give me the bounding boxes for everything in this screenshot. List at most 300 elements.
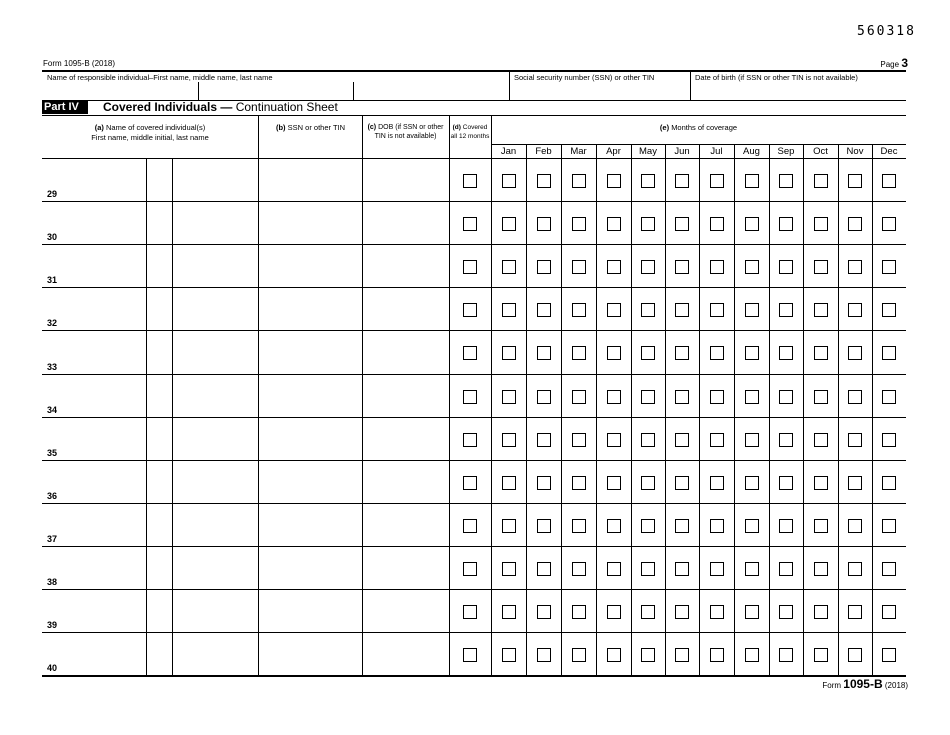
first-name-field[interactable] [43, 419, 145, 458]
month-checkbox-apr[interactable] [607, 562, 621, 576]
footer-form-label [822, 677, 908, 691]
month-checkbox-sep[interactable] [779, 217, 793, 231]
middle-initial-field[interactable] [147, 376, 171, 415]
month-header-sep: Sep [777, 146, 795, 157]
last-name-field[interactable] [173, 419, 257, 458]
month-header-jul: Jul [710, 146, 723, 157]
ssn-field[interactable] [259, 376, 361, 415]
month-checkbox-aug[interactable] [745, 476, 759, 490]
month-checkbox-apr[interactable] [607, 433, 621, 447]
month-checkbox-sep[interactable] [779, 346, 793, 360]
first-name-field[interactable] [43, 289, 145, 328]
month-header-dec: Dec [880, 146, 898, 157]
month-checkbox-jan[interactable] [502, 519, 516, 533]
last-name-field[interactable] [173, 634, 257, 673]
middle-initial-field[interactable] [147, 419, 171, 458]
month-checkbox-may[interactable] [641, 605, 655, 619]
month-checkbox-dec[interactable] [882, 476, 896, 490]
month-checkbox-jul[interactable] [710, 174, 724, 188]
column-c-line2: TIN is not available) [374, 133, 437, 140]
column-a-header [42, 123, 258, 142]
month-checkbox-jun[interactable] [675, 519, 689, 533]
covered-all-12-months-checkbox[interactable] [463, 217, 477, 231]
grid-divider [526, 145, 527, 675]
page-label [880, 56, 908, 70]
middle-initial-field[interactable] [147, 462, 171, 501]
ssn-field[interactable] [259, 160, 361, 199]
column-d-line1: Covered [462, 124, 488, 131]
responsible-last-name-field[interactable] [355, 83, 507, 99]
part-title-rest: Continuation Sheet [235, 100, 338, 114]
covered-all-12-months-checkbox[interactable] [463, 303, 477, 317]
month-checkbox-feb[interactable] [537, 174, 551, 188]
month-checkbox-dec[interactable] [882, 174, 896, 188]
ssn-field[interactable] [259, 246, 361, 285]
ssn-field[interactable] [259, 332, 361, 371]
month-checkbox-mar[interactable] [572, 562, 586, 576]
last-name-field[interactable] [173, 246, 257, 285]
covered-all-12-months-checkbox[interactable] [463, 260, 477, 274]
dob-field[interactable] [363, 376, 448, 415]
first-name-field[interactable] [43, 203, 145, 242]
month-header-feb: Feb [535, 146, 552, 157]
first-name-field[interactable] [43, 591, 145, 630]
first-name-field[interactable] [43, 462, 145, 501]
month-checkbox-jul[interactable] [710, 476, 724, 490]
month-checkbox-sep[interactable] [779, 303, 793, 317]
middle-initial-field[interactable] [147, 246, 171, 285]
month-checkbox-feb[interactable] [537, 605, 551, 619]
month-checkbox-jun[interactable] [675, 433, 689, 447]
grid-divider [449, 116, 450, 675]
last-name-field[interactable] [173, 160, 257, 199]
column-d-header [449, 123, 491, 141]
month-checkbox-mar[interactable] [572, 346, 586, 360]
month-checkbox-dec[interactable] [882, 519, 896, 533]
ssn-field[interactable] [259, 548, 361, 587]
month-checkbox-may[interactable] [641, 476, 655, 490]
month-checkbox-jan[interactable] [502, 217, 516, 231]
part-title-bold: Covered Individuals — [103, 100, 233, 114]
dob-field[interactable] [363, 246, 448, 285]
month-checkbox-dec[interactable] [882, 303, 896, 317]
month-checkbox-mar[interactable] [572, 519, 586, 533]
month-checkbox-sep[interactable] [779, 433, 793, 447]
rule [42, 115, 906, 116]
month-checkbox-mar[interactable] [572, 390, 586, 404]
last-name-field[interactable] [173, 462, 257, 501]
month-checkbox-oct[interactable] [814, 390, 828, 404]
footer-prefix: Form [822, 681, 842, 690]
month-checkbox-apr[interactable] [607, 346, 621, 360]
month-checkbox-jul[interactable] [710, 390, 724, 404]
row-rule [42, 546, 906, 547]
month-checkbox-apr[interactable] [607, 260, 621, 274]
part-title [103, 100, 338, 115]
first-name-field[interactable] [43, 246, 145, 285]
bottom-rule [42, 675, 906, 677]
dob-field[interactable] [363, 289, 448, 328]
month-checkbox-nov[interactable] [848, 174, 862, 188]
column-c-header [362, 123, 449, 141]
month-checkbox-sep[interactable] [779, 605, 793, 619]
month-checkbox-sep[interactable] [779, 648, 793, 662]
row-number: 40 [47, 663, 58, 674]
month-checkbox-aug[interactable] [745, 648, 759, 662]
dob-field[interactable] [363, 591, 448, 630]
month-checkbox-jul[interactable] [710, 303, 724, 317]
month-checkbox-oct[interactable] [814, 476, 828, 490]
month-checkbox-feb[interactable] [537, 433, 551, 447]
covered-all-12-months-checkbox[interactable] [463, 433, 477, 447]
month-checkbox-apr[interactable] [607, 605, 621, 619]
month-checkbox-aug[interactable] [745, 605, 759, 619]
responsible-ssn-label: Social security number (SSN) or other TIN [514, 73, 655, 82]
covered-all-12-months-checkbox[interactable] [463, 519, 477, 533]
dob-field[interactable] [363, 634, 448, 673]
month-checkbox-oct[interactable] [814, 605, 828, 619]
month-checkbox-aug[interactable] [745, 260, 759, 274]
dob-field[interactable] [363, 548, 448, 587]
month-checkbox-dec[interactable] [882, 648, 896, 662]
month-checkbox-aug[interactable] [745, 174, 759, 188]
month-checkbox-nov[interactable] [848, 346, 862, 360]
month-header-nov: Nov [846, 146, 864, 157]
month-checkbox-jun[interactable] [675, 562, 689, 576]
month-checkbox-dec[interactable] [882, 390, 896, 404]
first-name-field[interactable] [43, 505, 145, 544]
month-checkbox-jan[interactable] [502, 260, 516, 274]
month-checkbox-mar[interactable] [572, 174, 586, 188]
month-checkbox-jul[interactable] [710, 217, 724, 231]
month-checkbox-oct[interactable] [814, 648, 828, 662]
month-checkbox-may[interactable] [641, 519, 655, 533]
month-header-oct: Oct [813, 146, 828, 157]
month-checkbox-jun[interactable] [675, 605, 689, 619]
month-checkbox-nov[interactable] [848, 519, 862, 533]
month-checkbox-jun[interactable] [675, 217, 689, 231]
row-number: 39 [47, 620, 58, 631]
column-e-header [491, 123, 906, 133]
month-checkbox-aug[interactable] [745, 562, 759, 576]
month-checkbox-jan[interactable] [502, 433, 516, 447]
month-checkbox-nov[interactable] [848, 217, 862, 231]
month-checkbox-apr[interactable] [607, 303, 621, 317]
month-header-jan: Jan [500, 146, 517, 157]
month-checkbox-jan[interactable] [502, 476, 516, 490]
month-checkbox-mar[interactable] [572, 476, 586, 490]
month-checkbox-apr[interactable] [607, 519, 621, 533]
responsible-dob-label: Date of birth (if SSN or other TIN is not available) [695, 73, 858, 82]
month-checkbox-dec[interactable] [882, 433, 896, 447]
month-checkbox-dec[interactable] [882, 346, 896, 360]
month-checkbox-sep[interactable] [779, 174, 793, 188]
month-checkbox-may[interactable] [641, 390, 655, 404]
month-checkbox-jan[interactable] [502, 648, 516, 662]
column-c-letter: (c) [367, 124, 377, 131]
ssn-field[interactable] [259, 203, 361, 242]
month-checkbox-apr[interactable] [607, 648, 621, 662]
month-checkbox-jul[interactable] [710, 605, 724, 619]
barcode-number: 560318 [857, 24, 916, 39]
month-checkbox-feb[interactable] [537, 260, 551, 274]
month-checkbox-apr[interactable] [607, 174, 621, 188]
month-checkbox-jun[interactable] [675, 648, 689, 662]
row-rule [42, 330, 906, 331]
column-b-letter: (b) [275, 123, 286, 132]
month-checkbox-jan[interactable] [502, 303, 516, 317]
month-checkbox-oct[interactable] [814, 174, 828, 188]
first-name-field[interactable] [43, 634, 145, 673]
header-bottom-rule [42, 158, 906, 159]
grid-divider [596, 145, 597, 675]
covered-all-12-months-checkbox[interactable] [463, 476, 477, 490]
responsible-dob-field[interactable] [692, 83, 905, 99]
month-checkbox-jun[interactable] [675, 346, 689, 360]
month-checkbox-nov[interactable] [848, 476, 862, 490]
month-checkbox-jan[interactable] [502, 605, 516, 619]
divider [690, 72, 691, 100]
month-checkbox-mar[interactable] [572, 648, 586, 662]
month-checkbox-feb[interactable] [537, 476, 551, 490]
column-a-letter: (a) [94, 123, 104, 132]
month-checkbox-may[interactable] [641, 346, 655, 360]
top-rule [42, 70, 906, 72]
month-checkbox-mar[interactable] [572, 217, 586, 231]
month-header-aug: Aug [743, 146, 760, 157]
month-checkbox-feb[interactable] [537, 519, 551, 533]
page-prefix: Page [880, 60, 900, 69]
last-name-field[interactable] [173, 289, 257, 328]
month-checkbox-oct[interactable] [814, 562, 828, 576]
month-checkbox-feb[interactable] [537, 648, 551, 662]
dob-field[interactable] [363, 505, 448, 544]
covered-all-12-months-checkbox[interactable] [463, 174, 477, 188]
month-checkbox-may[interactable] [641, 303, 655, 317]
month-checkbox-jul[interactable] [710, 562, 724, 576]
footer-form-number: 1095-B [843, 677, 883, 691]
form-label: Form 1095-B (2018) [43, 59, 116, 68]
month-checkbox-feb[interactable] [537, 346, 551, 360]
covered-all-12-months-checkbox[interactable] [463, 390, 477, 404]
month-checkbox-mar[interactable] [572, 303, 586, 317]
month-checkbox-jan[interactable] [502, 346, 516, 360]
middle-initial-field[interactable] [147, 591, 171, 630]
month-checkbox-jun[interactable] [675, 476, 689, 490]
month-checkbox-feb[interactable] [537, 303, 551, 317]
dob-field[interactable] [363, 332, 448, 371]
covered-all-12-months-checkbox[interactable] [463, 648, 477, 662]
month-checkbox-sep[interactable] [779, 260, 793, 274]
ssn-field[interactable] [259, 505, 361, 544]
month-checkbox-nov[interactable] [848, 562, 862, 576]
month-checkbox-nov[interactable] [848, 260, 862, 274]
month-checkbox-aug[interactable] [745, 346, 759, 360]
row-number: 38 [47, 577, 58, 587]
first-name-field[interactable] [43, 376, 145, 415]
dob-field[interactable] [363, 419, 448, 458]
column-d-line2: all 12 months [450, 133, 490, 140]
month-checkbox-jan[interactable] [502, 562, 516, 576]
ssn-field[interactable] [259, 419, 361, 458]
month-checkbox-may[interactable] [641, 562, 655, 576]
grid-divider [491, 116, 492, 675]
middle-initial-field[interactable] [147, 289, 171, 328]
month-checkbox-jun[interactable] [675, 260, 689, 274]
month-checkbox-apr[interactable] [607, 476, 621, 490]
grid-divider [561, 145, 562, 675]
grid-divider [872, 145, 873, 675]
month-checkbox-dec[interactable] [882, 260, 896, 274]
month-checkbox-nov[interactable] [848, 390, 862, 404]
month-checkbox-mar[interactable] [572, 433, 586, 447]
grid-divider [769, 145, 770, 675]
column-b-header [259, 123, 362, 133]
row-rule [42, 417, 906, 418]
month-checkbox-aug[interactable] [745, 217, 759, 231]
part-tag: Part IV [42, 100, 88, 114]
month-checkbox-may[interactable] [641, 217, 655, 231]
row-rule [42, 460, 906, 461]
grid-divider [838, 145, 839, 675]
month-checkbox-feb[interactable] [537, 562, 551, 576]
column-a-line1: Name of covered individual(s) [106, 123, 206, 132]
month-checkbox-jul[interactable] [710, 648, 724, 662]
month-checkbox-aug[interactable] [745, 303, 759, 317]
month-checkbox-oct[interactable] [814, 217, 828, 231]
grid-divider [631, 145, 632, 675]
middle-initial-field[interactable] [147, 332, 171, 371]
column-b-text: SSN or other TIN [287, 123, 346, 132]
last-name-field[interactable] [173, 591, 257, 630]
last-name-field[interactable] [173, 548, 257, 587]
row-number: 29 [47, 189, 58, 200]
page-number: 3 [901, 56, 908, 70]
row-rule [42, 201, 906, 202]
month-checkbox-feb[interactable] [537, 390, 551, 404]
month-checkbox-jun[interactable] [675, 174, 689, 188]
grid-divider [734, 145, 735, 675]
month-checkbox-jul[interactable] [710, 260, 724, 274]
row-number: 37 [47, 533, 58, 544]
month-checkbox-dec[interactable] [882, 605, 896, 619]
covered-all-12-months-checkbox[interactable] [463, 346, 477, 360]
middle-initial-field[interactable] [147, 505, 171, 544]
month-checkbox-may[interactable] [641, 433, 655, 447]
column-a-line2: First name, middle initial, last name [91, 132, 209, 142]
first-name-field[interactable] [43, 160, 145, 199]
month-checkbox-sep[interactable] [779, 476, 793, 490]
month-checkbox-oct[interactable] [814, 303, 828, 317]
month-checkbox-jul[interactable] [710, 346, 724, 360]
dob-field[interactable] [363, 203, 448, 242]
dob-field[interactable] [363, 462, 448, 501]
month-checkbox-may[interactable] [641, 174, 655, 188]
covered-all-12-months-checkbox[interactable] [463, 605, 477, 619]
covered-all-12-months-checkbox[interactable] [463, 562, 477, 576]
divider [198, 82, 199, 100]
month-checkbox-jul[interactable] [710, 519, 724, 533]
month-checkbox-oct[interactable] [814, 260, 828, 274]
responsible-middle-name-field[interactable] [200, 83, 351, 99]
month-header-jun: Jun [674, 146, 690, 157]
responsible-name-label: Name of responsible individual–First name, middle name, last name [47, 73, 273, 82]
divider [353, 82, 354, 100]
ssn-field[interactable] [259, 289, 361, 328]
month-checkbox-jun[interactable] [675, 390, 689, 404]
grid-divider [803, 145, 804, 675]
month-checkbox-aug[interactable] [745, 390, 759, 404]
month-checkbox-sep[interactable] [779, 519, 793, 533]
row-number: 33 [47, 361, 58, 372]
month-checkbox-nov[interactable] [848, 648, 862, 662]
month-checkbox-sep[interactable] [779, 390, 793, 404]
month-checkbox-nov[interactable] [848, 303, 862, 317]
middle-initial-field[interactable] [147, 160, 171, 199]
month-checkbox-feb[interactable] [537, 217, 551, 231]
column-c-line1: DOB (if SSN or other [378, 124, 444, 131]
month-checkbox-aug[interactable] [745, 433, 759, 447]
last-name-field[interactable] [173, 505, 257, 544]
month-checkbox-jan[interactable] [502, 174, 516, 188]
row-rule [42, 632, 906, 633]
ssn-field[interactable] [259, 634, 361, 673]
responsible-ssn-field[interactable] [511, 83, 688, 99]
month-checkbox-apr[interactable] [607, 390, 621, 404]
dob-field[interactable] [363, 160, 448, 199]
month-checkbox-may[interactable] [641, 260, 655, 274]
month-checkbox-sep[interactable] [779, 562, 793, 576]
month-checkbox-jan[interactable] [502, 390, 516, 404]
month-checkbox-may[interactable] [641, 648, 655, 662]
row-number: 31 [47, 275, 58, 286]
responsible-first-name-field[interactable] [44, 83, 196, 99]
divider [509, 72, 510, 100]
month-checkbox-dec[interactable] [882, 562, 896, 576]
month-checkbox-oct[interactable] [814, 433, 828, 447]
month-header-may: May [639, 146, 657, 157]
column-d-letter: (d) [452, 124, 461, 131]
month-checkbox-mar[interactable] [572, 260, 586, 274]
month-checkbox-oct[interactable] [814, 346, 828, 360]
month-checkbox-nov[interactable] [848, 433, 862, 447]
ssn-field[interactable] [259, 462, 361, 501]
column-e-text: Months of coverage [671, 123, 738, 132]
footer-year: (2018) [884, 681, 908, 690]
last-name-field[interactable] [173, 376, 257, 415]
first-name-field[interactable] [43, 332, 145, 371]
month-checkbox-mar[interactable] [572, 605, 586, 619]
last-name-field[interactable] [173, 203, 257, 242]
month-checkbox-apr[interactable] [607, 217, 621, 231]
month-checkbox-jul[interactable] [710, 433, 724, 447]
month-checkbox-oct[interactable] [814, 519, 828, 533]
month-checkbox-dec[interactable] [882, 217, 896, 231]
grid-divider [699, 145, 700, 675]
first-name-field[interactable] [43, 548, 145, 587]
month-checkbox-jun[interactable] [675, 303, 689, 317]
middle-initial-field[interactable] [147, 548, 171, 587]
last-name-field[interactable] [173, 332, 257, 371]
month-checkbox-aug[interactable] [745, 519, 759, 533]
ssn-field[interactable] [259, 591, 361, 630]
row-rule [42, 503, 906, 504]
row-rule [42, 244, 906, 245]
middle-initial-field[interactable] [147, 203, 171, 242]
month-header-mar: Mar [570, 146, 587, 157]
middle-initial-field[interactable] [147, 634, 171, 673]
month-checkbox-nov[interactable] [848, 605, 862, 619]
